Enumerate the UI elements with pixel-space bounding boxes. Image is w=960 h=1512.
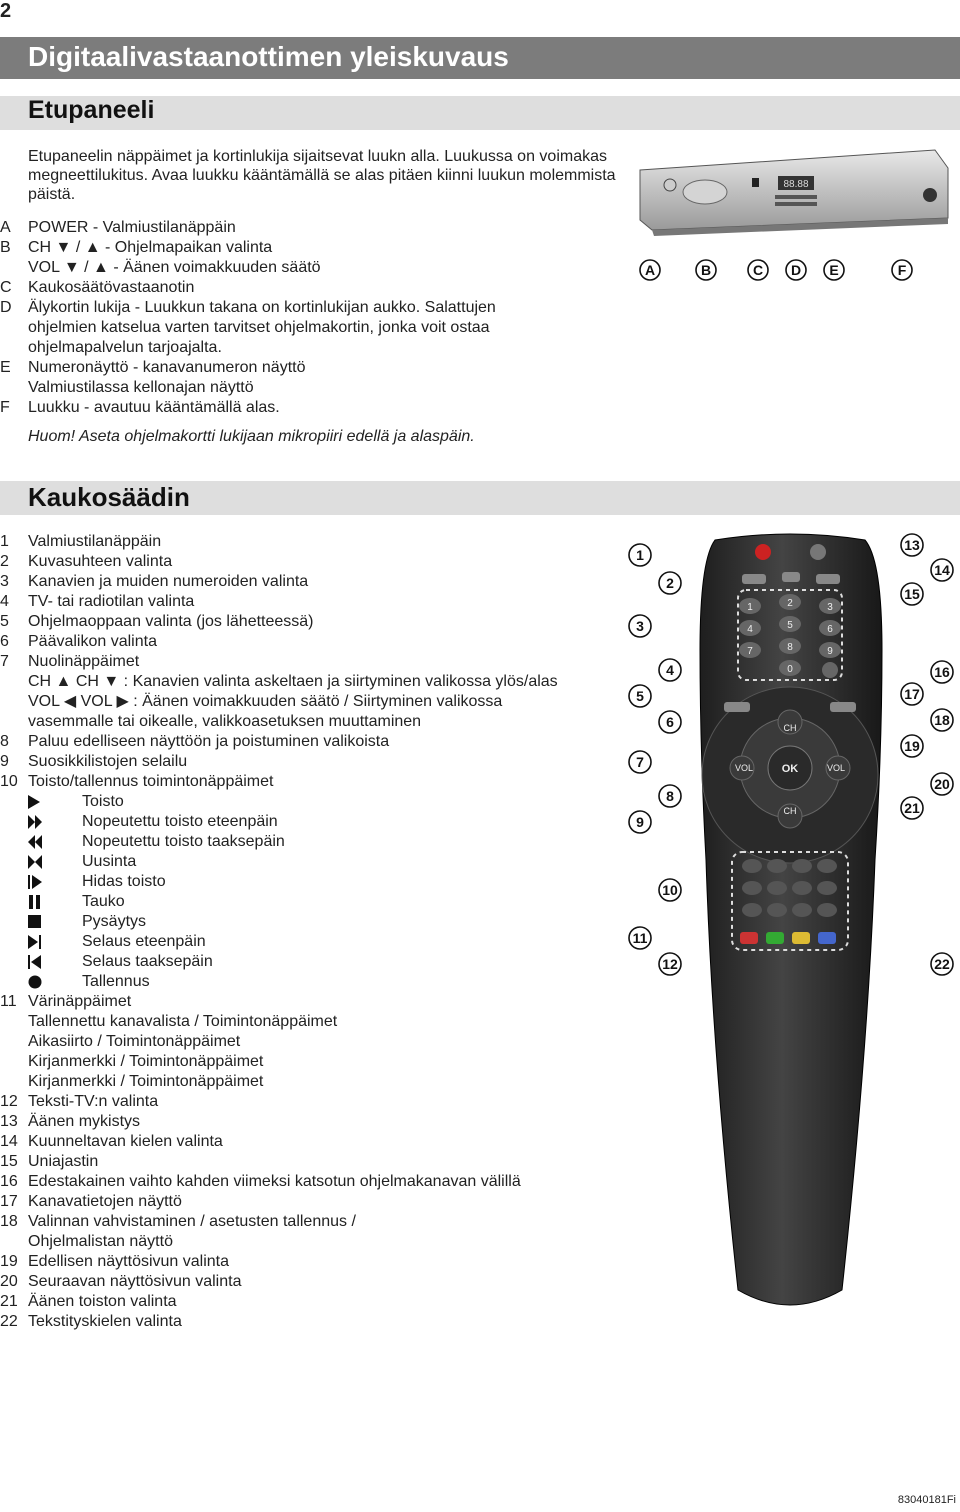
- fast-forward-icon: [28, 815, 42, 835]
- item-key: 5: [0, 613, 9, 630]
- item-text: vasemmalle tai oikealle, valikkoasetuksen muuttaminen: [28, 713, 422, 730]
- transport-label: Hidas toisto: [82, 873, 166, 890]
- item-text: Kuunneltavan kielen valinta: [28, 1133, 223, 1150]
- page-number: 2: [0, 0, 12, 22]
- item-key: 4: [0, 593, 9, 610]
- item-key: E: [0, 359, 11, 376]
- item-text: Toisto/tallennus toimintonäppäimet: [28, 773, 274, 790]
- item-key: 13: [0, 1113, 18, 1130]
- item-text: Kanavien ja muiden numeroiden valinta: [28, 573, 309, 590]
- receiver-label: D: [790, 262, 802, 278]
- pause-icon: [28, 895, 42, 915]
- item-text: Älykortin lukija - Luukkun takana on kortinlukijan aukko. Salattujen: [28, 299, 496, 316]
- callout-number: 6: [666, 714, 674, 730]
- power-button[interactable]: [755, 544, 771, 560]
- front-panel-note: Huom! Aseta ohjelmakortti lukijaan mikropiiri edellä ja alaspäin.: [28, 428, 475, 445]
- playback-key[interactable]: [767, 881, 787, 895]
- item-key: 19: [0, 1253, 18, 1270]
- item-key: B: [0, 239, 11, 256]
- callout-number: 18: [934, 712, 950, 728]
- front-panel-heading: Etupaneeli: [28, 96, 155, 124]
- rewind-icon: [28, 835, 42, 855]
- color-key[interactable]: [740, 932, 758, 944]
- callout-number: 1: [636, 547, 644, 563]
- item-key: 10: [0, 773, 18, 790]
- vol-up-label: VOL: [826, 763, 846, 773]
- item-text: Päävalikon valinta: [28, 633, 157, 650]
- item-text: Kirjanmerkki / Toimintonäppäimet: [28, 1073, 264, 1090]
- item-text: Uniajastin: [28, 1153, 99, 1170]
- playback-key[interactable]: [767, 903, 787, 917]
- receiver-label: F: [897, 262, 907, 278]
- transport-label: Nopeutettu toisto taaksepäin: [82, 833, 285, 850]
- transport-label: Tallennus: [82, 973, 150, 990]
- callout-number: 19: [904, 738, 920, 754]
- item-text: Äänen mykistys: [28, 1113, 141, 1130]
- playback-key[interactable]: [817, 903, 837, 917]
- playback-key[interactable]: [817, 859, 837, 873]
- callout-number: 21: [904, 800, 920, 816]
- item-key: 3: [0, 573, 9, 590]
- item-key: 14: [0, 1133, 18, 1150]
- callout-number: 8: [666, 788, 674, 804]
- transport-label: Selaus taaksepäin: [82, 953, 213, 970]
- digit-key-label: 9: [827, 646, 833, 657]
- playback-key[interactable]: [742, 859, 762, 873]
- playback-key[interactable]: [792, 859, 812, 873]
- remote-image: [620, 530, 960, 1320]
- transport-label: Pysäytys: [82, 913, 147, 930]
- item-key: 7: [0, 653, 9, 670]
- item-text: Teksti-TV:n valinta: [28, 1093, 159, 1110]
- color-key[interactable]: [792, 932, 810, 944]
- item-text: VOL ◀ VOL ▶ : Äänen voimakkuuden säätö / Siirtyminen valikossa: [28, 693, 503, 710]
- item-key: A: [0, 219, 11, 236]
- transport-label: Uusinta: [82, 853, 137, 870]
- item-text: Valmiustilanäppäin: [28, 533, 162, 550]
- footer-code: 83040181Fi: [897, 1494, 956, 1506]
- info-button[interactable]: [830, 702, 856, 712]
- item-key: 12: [0, 1093, 18, 1110]
- remote-list: [0, 532, 630, 1332]
- callout-number: 16: [934, 664, 950, 680]
- item-text: Äänen toiston valinta: [28, 1293, 177, 1310]
- item-text: ohjelmapalvelun tarjoajalta.: [28, 339, 222, 356]
- item-key: 1: [0, 533, 9, 550]
- front-panel-list: [0, 218, 620, 418]
- callout-number: 15: [904, 586, 920, 602]
- item-text: Kanavatietojen näyttö: [28, 1193, 182, 1210]
- digit-key-label: 1: [747, 602, 753, 613]
- digit-key-label: 8: [787, 642, 793, 653]
- callout-number: 12: [662, 956, 678, 972]
- digit-key-label: 7: [747, 646, 753, 657]
- transport-label: Toisto: [82, 793, 124, 810]
- ok-button-label[interactable]: OK: [781, 763, 799, 775]
- item-text: Aikasiirto / Toimintonäppäimet: [28, 1033, 241, 1050]
- replay-icon: [28, 855, 42, 875]
- item-key: F: [0, 399, 10, 416]
- item-key: 6: [0, 633, 9, 650]
- callout-number: 3: [636, 618, 644, 634]
- front-panel-heading-band: [0, 96, 960, 130]
- digit-key-label: 5: [787, 620, 793, 631]
- item-key: 15: [0, 1153, 18, 1170]
- digit-key-label: 4: [747, 624, 753, 635]
- ch-down-label: CH: [783, 806, 797, 816]
- item-key: 2: [0, 553, 9, 570]
- playback-key[interactable]: [817, 881, 837, 895]
- callout-number: 13: [904, 537, 920, 553]
- digit-key-label: 3: [827, 602, 833, 613]
- receiver-label: B: [700, 262, 712, 278]
- item-text: Numeronäyttö - kanavanumeron näyttö: [28, 359, 306, 376]
- slow-play-icon: [28, 875, 42, 895]
- digit-key-label: 0: [787, 664, 793, 675]
- item-text: Ohjelmalistan näyttö: [28, 1233, 173, 1250]
- item-key: 8: [0, 733, 9, 750]
- item-key: 9: [0, 753, 9, 770]
- callout-number: 20: [934, 776, 950, 792]
- receiver-label: A: [644, 262, 656, 278]
- transport-label: Tauko: [82, 893, 125, 910]
- item-text: Kaukosäätövastaanotin: [28, 279, 195, 296]
- callout-number: 17: [904, 686, 920, 702]
- item-key: 17: [0, 1193, 18, 1210]
- receiver-label: C: [752, 262, 764, 278]
- front-panel-intro: Etupaneelin näppäimet ja kortinlukija sijaitsevat luukn alla. Luukussa on voimakas megneettilukitus. Avaa luukku kääntämällä se alas pitäen kiinni luukun molemmista päistä.: [28, 148, 616, 203]
- playback-key[interactable]: [792, 903, 812, 917]
- item-key: 11: [0, 993, 17, 1010]
- item-text: Kuvasuhteen valinta: [28, 553, 173, 570]
- playback-key[interactable]: [767, 859, 787, 873]
- item-text: TV- tai radiotilan valinta: [28, 593, 195, 610]
- item-key: 22: [0, 1313, 18, 1330]
- item-text: Seuraavan näyttösivun valinta: [28, 1273, 242, 1290]
- item-key: 16: [0, 1173, 18, 1190]
- digit-key-label: 6: [827, 624, 833, 635]
- item-text: CH ▼ / ▲ - Ohjelmapaikan valinta: [28, 239, 273, 256]
- receiver-display: 88.88: [783, 179, 809, 190]
- transport-label: Selaus eteenpäin: [82, 933, 206, 950]
- item-key: 18: [0, 1213, 18, 1230]
- stop-icon: [28, 915, 42, 935]
- remote-heading: Kaukosäädin: [28, 482, 190, 512]
- receiver-labels: [630, 255, 960, 287]
- item-text: Suosikkilistojen selailu: [28, 753, 188, 770]
- item-text: Tekstityskielen valinta: [28, 1313, 182, 1330]
- item-text: Värinäppäimet: [28, 993, 132, 1010]
- item-text: VOL ▼ / ▲ - Äänen voimakkuuden säätö: [28, 259, 321, 276]
- playback-key[interactable]: [742, 881, 762, 895]
- item-text: Tallennettu kanavalista / Toimintonäppäimet: [28, 1013, 338, 1030]
- callout-number: 14: [934, 562, 950, 578]
- playback-key[interactable]: [792, 881, 812, 895]
- item-text: Luukku - avautuu kääntämällä alas.: [28, 399, 280, 416]
- item-text: Nuolinäppäimet: [28, 653, 140, 670]
- item-key: C: [0, 279, 12, 296]
- remote-heading-band: [0, 481, 960, 515]
- transport-label: Nopeutettu toisto eteenpäin: [82, 813, 278, 830]
- aspect-button[interactable]: [742, 574, 766, 584]
- title-band: [0, 37, 960, 79]
- callout-number: 9: [636, 814, 644, 830]
- callout-number: 22: [934, 956, 950, 972]
- sleep-button[interactable]: [782, 572, 800, 582]
- item-text: Paluu edelliseen näyttöön ja poistuminen valikoista: [28, 733, 390, 750]
- item-text: Kirjanmerkki / Toimintonäppäimet: [28, 1053, 264, 1070]
- vol-down-label: VOL: [734, 763, 754, 773]
- item-key: D: [0, 299, 12, 316]
- recall-button[interactable]: [822, 662, 838, 678]
- item-text: Valmiustilassa kellonajan näyttö: [28, 379, 254, 396]
- language-button[interactable]: [816, 574, 840, 584]
- playback-key[interactable]: [742, 903, 762, 917]
- item-text: Ohjelmaoppaan valinta (jos lähetteessä): [28, 613, 314, 630]
- item-text: Valinnan vahvistaminen / asetusten tallennus /: [28, 1213, 356, 1230]
- color-key[interactable]: [818, 932, 836, 944]
- skip-forward-icon: [28, 935, 42, 955]
- item-text: POWER - Valmiustilanäppäin: [28, 219, 236, 236]
- menu-button[interactable]: [724, 702, 750, 712]
- play-icon: [28, 795, 42, 815]
- callout-number: 11: [632, 930, 648, 946]
- callout-number: 2: [666, 575, 674, 591]
- mute-button[interactable]: [810, 544, 826, 560]
- item-text: ohjelmien katselua varten tarvitset ohjelmakortin, jonka voit ostaa: [28, 319, 490, 336]
- callout-number: 5: [636, 688, 644, 704]
- color-key[interactable]: [766, 932, 784, 944]
- ch-up-label: CH: [783, 723, 797, 733]
- item-text: CH ▲ CH ▼ : Kanavien valinta askeltaen ja siirtyminen valikossa ylös/alas: [28, 673, 558, 690]
- skip-back-icon: [28, 955, 42, 975]
- page-title: Digitaalivastaanottimen yleiskuvaus: [28, 41, 509, 72]
- callout-number: 7: [636, 754, 644, 770]
- item-text: Edellisen näyttösivun valinta: [28, 1253, 230, 1270]
- callout-number: 10: [662, 882, 678, 898]
- digit-key-label: 2: [787, 598, 793, 609]
- item-key: 21: [0, 1293, 18, 1310]
- receiver-label: E: [829, 262, 839, 278]
- callout-number: 4: [666, 662, 674, 678]
- item-key: 20: [0, 1273, 18, 1290]
- item-text: Edestakainen vaihto kahden viimeksi katsotun ohjelmakanavan välillä: [28, 1173, 521, 1190]
